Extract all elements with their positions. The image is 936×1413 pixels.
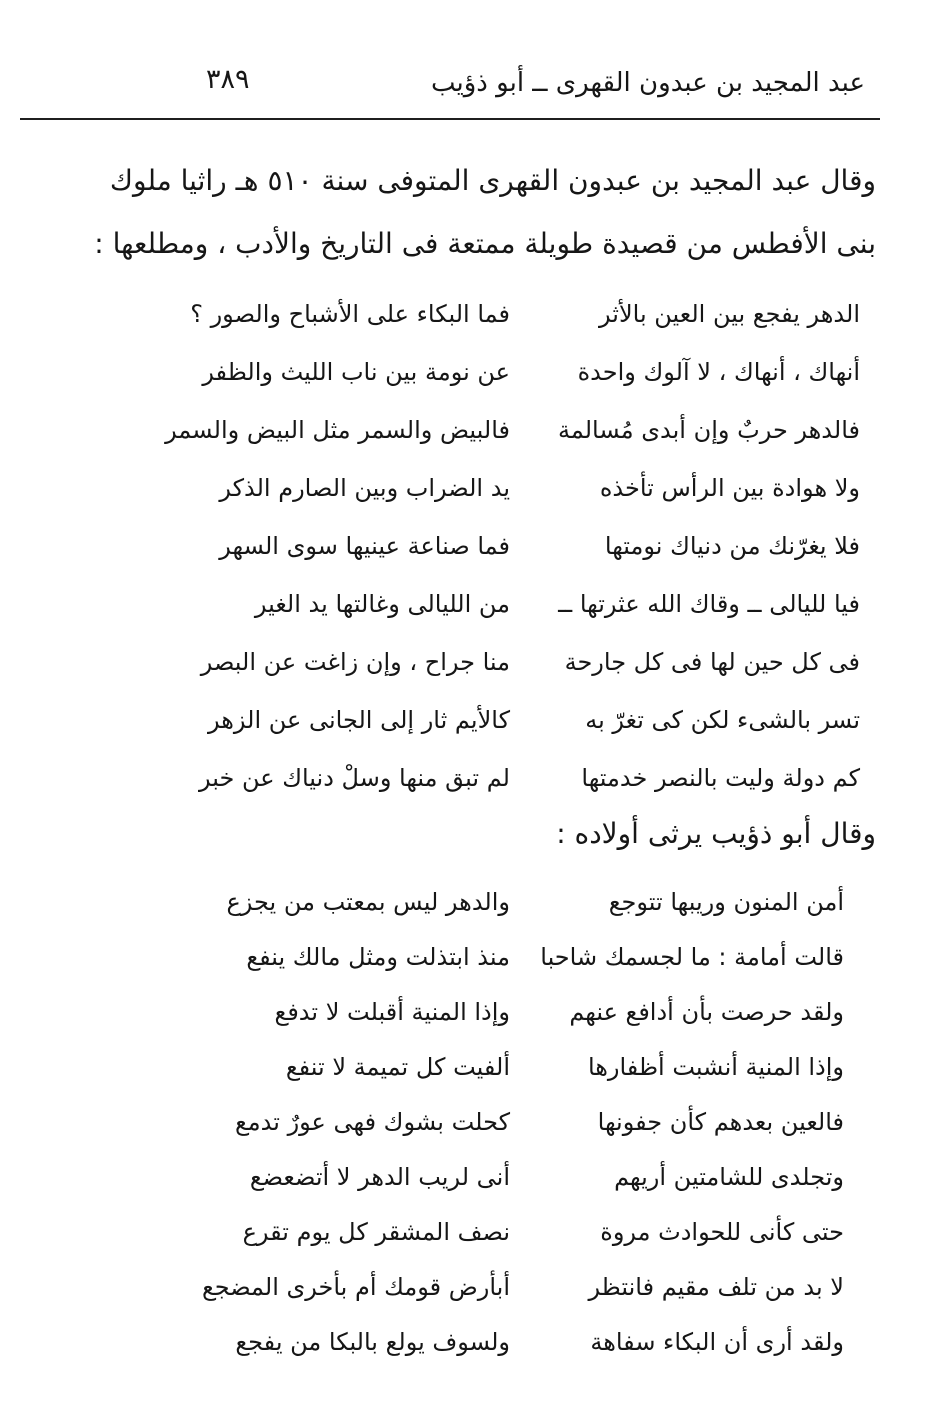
verse-second-hemistich: ألفيت كل تميمة لا تنفع <box>285 1053 510 1081</box>
verse-second-hemistich: لم تبق منها وسلْ دنياك عن خبر <box>199 764 510 792</box>
verse-first-hemistich: فلا يغرّنك من دنياك نومتها <box>604 532 860 560</box>
verse-first-hemistich: وإذا المنية أنشبت أظفارها <box>587 1053 844 1081</box>
verse-second-hemistich: يد الضراب وبين الصارم الذكر <box>219 474 510 502</box>
verse-first-hemistich: لا بد من تلف مقيم فانتظر <box>588 1273 844 1301</box>
page-number: ٣٨٩ <box>206 64 250 95</box>
verse-first-hemistich: قالت أمامة : ما لجسمك شاحبا <box>540 943 844 971</box>
verse-second-hemistich: منذ ابتذلت ومثل مالك ينفع <box>246 943 510 971</box>
verse-second-hemistich: أبأرض قومك أم بأخرى المضجع <box>201 1273 510 1301</box>
verse-second-hemistich: ولسوف يولع بالبكا من يفجع <box>235 1328 510 1356</box>
verse <box>0 1326 936 1381</box>
verse <box>0 414 936 470</box>
verse-second-hemistich: فما البكاء على الأشباح والصور ؟ <box>190 300 510 328</box>
verse <box>0 472 936 528</box>
verse <box>0 530 936 586</box>
verse-second-hemistich: والدهر ليس بمعتب من يجزع <box>226 888 510 916</box>
verse <box>0 886 936 941</box>
verse-first-hemistich: الدهر يفجع بين العين بالأثر <box>599 300 860 328</box>
verse <box>0 704 936 760</box>
verse-second-hemistich: عن نومة بين ناب الليث والظفر <box>202 358 510 386</box>
verse-second-hemistich: كحلت بشوك فهى عورٌ تدمع <box>235 1108 510 1136</box>
verse-second-hemistich: أنى لريب الدهر لا أتضعضع <box>249 1163 510 1191</box>
verse-first-hemistich: ولقد حرصت بأن أدافع عنهم <box>569 998 844 1026</box>
verse <box>0 1271 936 1326</box>
verse-first-hemistich: تسر بالشىء لكن كى تغرّ به <box>585 706 860 734</box>
verse-second-hemistich: نصف المشقر كل يوم تقرع <box>242 1218 510 1246</box>
verse-first-hemistich: فى كل حين لها فى كل جارحة <box>564 648 860 676</box>
verse-first-hemistich: فيا لليالى ــ وقاك الله عثرتها ــ <box>558 590 860 618</box>
verse-first-hemistich: أمن المنون وريبها تتوجع <box>608 888 844 916</box>
verse-first-hemistich: حتى كأنى للحوادث مروة <box>600 1218 844 1246</box>
verse-second-hemistich: من الليالى وغالتها يد الغير <box>254 590 510 618</box>
verse-first-hemistich: وتجلدى للشامتين أريهم <box>614 1163 844 1191</box>
intro-abu-dhuayb: وقال أبو ذؤيب يرثى أولاده : <box>556 817 876 850</box>
verse-second-hemistich: منا جراح ، وإن زاغت عن البصر <box>200 648 510 676</box>
page-header <box>190 50 880 110</box>
verse-first-hemistich: أنهاك ، أنهاك ، لا آلوك واحدة <box>577 358 860 386</box>
verse <box>0 646 936 702</box>
verse <box>0 996 936 1051</box>
verse <box>0 356 936 412</box>
verse <box>0 588 936 644</box>
intro-paragraph-line-1: وقال عبد المجيد بن عبدون القهرى المتوفى سنة ٥١٠ هـ راثيا ملوك <box>109 164 876 197</box>
verse-first-hemistich: فالدهر حربٌ وإن أبدى مُسالمة <box>557 416 860 444</box>
verse <box>0 1051 936 1106</box>
verse-second-hemistich: كالأيم ثار إلى الجانى عن الزهر <box>208 706 510 734</box>
verse-first-hemistich: كم دولة وليت بالنصر خدمتها <box>581 764 860 792</box>
verse-first-hemistich: فالعين بعدهم كأن جفونها <box>597 1108 844 1136</box>
verse-second-hemistich: وإذا المنية أقبلت لا تدفع <box>274 998 510 1026</box>
verse-first-hemistich: ولا هوادة بين الرأس تأخذه <box>599 474 860 502</box>
verse-second-hemistich: فما صناعة عينيها سوى السهر <box>219 532 510 560</box>
running-title: عبد المجيد بن عبدون القهرى ــ أبو ذؤيب <box>430 68 865 98</box>
verse-first-hemistich: ولقد أرى أن البكاء سفاهة <box>590 1328 844 1356</box>
verse-second-hemistich: فالبيض والسمر مثل البيض والسمر <box>165 416 510 444</box>
header-rule <box>20 118 880 120</box>
intro-paragraph-line-2: بنى الأفطس من قصيدة طويلة ممتعة فى التاريخ والأدب ، ومطلعها : <box>94 227 876 260</box>
verse <box>0 298 936 354</box>
verse <box>0 1216 936 1271</box>
verse <box>0 941 936 996</box>
verse <box>0 1106 936 1161</box>
verse <box>0 1161 936 1216</box>
verse <box>0 762 936 818</box>
